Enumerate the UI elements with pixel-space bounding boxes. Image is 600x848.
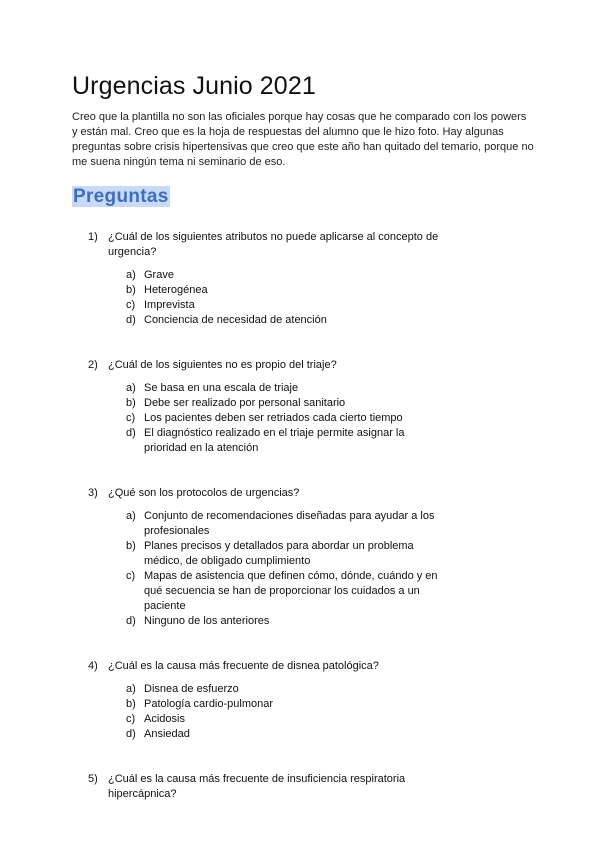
- option-letter: a): [126, 510, 136, 522]
- option-letter: d): [126, 314, 136, 326]
- section-heading: [72, 186, 170, 208]
- question-item: [88, 659, 468, 742]
- intro-paragraph: Creo que la plantilla no son las oficiales porque hay cosas que he comparado con los powers y están mal. Creo que es la hoja de respuestas del alumno que le hizo foto. Hay algunas preguntas sobre crisis hipertensivas que creo que este año han quitado del temario, porque no me suena ningún tema ni seminario de eso.: [72, 111, 534, 168]
- option-text: Ansiedad: [144, 728, 190, 740]
- section-heading-text: Preguntas: [73, 186, 169, 207]
- option-text: Heterogénea: [144, 284, 208, 296]
- option-text: Grave: [144, 269, 174, 281]
- option-letter: a): [126, 269, 136, 281]
- option-item: [88, 283, 444, 298]
- question-item: [88, 358, 468, 456]
- question-item: [88, 230, 468, 328]
- option-list: [88, 381, 468, 456]
- option-item: [88, 396, 444, 411]
- option-letter: c): [126, 299, 136, 311]
- option-letter: a): [126, 683, 136, 695]
- option-item: [88, 509, 444, 539]
- option-letter: c): [126, 713, 136, 725]
- option-text: Acidosis: [144, 713, 185, 725]
- question-text: ¿Cuál de los siguientes atributos no puede aplicarse al concepto de urgencia?: [108, 231, 439, 258]
- document-title: Urgencias Junio 2021: [72, 72, 316, 100]
- option-item: [88, 298, 444, 313]
- option-item: [88, 712, 444, 727]
- option-item: [88, 569, 444, 614]
- option-item: [88, 411, 444, 426]
- option-item: [88, 268, 444, 283]
- option-text: Disnea de esfuerzo: [144, 683, 239, 695]
- question-text: ¿Cuál es la causa más frecuente de disnea patológica?: [108, 660, 379, 672]
- option-text: Conjunto de recomendaciones diseñadas para ayudar a los profesionales: [144, 510, 435, 537]
- option-text: Los pacientes deben ser retriados cada cierto tiempo: [144, 412, 403, 424]
- option-letter: d): [126, 615, 136, 627]
- option-item: [88, 381, 444, 396]
- option-letter: d): [126, 728, 136, 740]
- question-number: 5): [88, 773, 98, 785]
- question-number: 3): [88, 487, 98, 499]
- option-text: Imprevista: [144, 299, 195, 311]
- option-item: [88, 614, 444, 629]
- option-list: [88, 682, 468, 742]
- option-list: [88, 268, 468, 328]
- question-item: [88, 772, 468, 802]
- option-letter: b): [126, 397, 136, 409]
- option-letter: a): [126, 382, 136, 394]
- option-text: El diagnóstico realizado en el triaje permite asignar la prioridad en la atención: [144, 427, 405, 454]
- option-list: [88, 509, 468, 629]
- option-item: [88, 426, 444, 456]
- option-letter: b): [126, 284, 136, 296]
- question-number: 2): [88, 359, 98, 371]
- option-item: [88, 697, 444, 712]
- option-item: [88, 313, 444, 328]
- option-letter: c): [126, 412, 136, 424]
- option-text: Ninguno de los anteriores: [144, 615, 270, 627]
- option-item: [88, 539, 444, 569]
- option-text: Planes precisos y detallados para abordar un problema médico, de obligado cumplimiento: [144, 540, 414, 567]
- option-letter: c): [126, 570, 136, 582]
- option-letter: b): [126, 540, 136, 552]
- question-text: ¿Qué son los protocolos de urgencias?: [108, 487, 300, 499]
- question-text: ¿Cuál es la causa más frecuente de insuficiencia respiratoria hipercápnica?: [108, 773, 406, 800]
- option-item: [88, 727, 444, 742]
- option-text: Conciencia de necesidad de atención: [144, 314, 327, 326]
- question-number: 4): [88, 660, 98, 672]
- option-text: Patología cardio-pulmonar: [144, 698, 274, 710]
- option-text: Debe ser realizado por personal sanitario: [144, 397, 346, 409]
- option-item: [88, 682, 444, 697]
- question-text: ¿Cuál de los siguientes no es propio del triaje?: [108, 359, 337, 371]
- question-number: 1): [88, 231, 98, 243]
- option-text: Mapas de asistencia que definen cómo, dónde, cuándo y en qué secuencia se han de proporcionar los cuidados a un paciente: [144, 570, 438, 612]
- question-list: [88, 230, 468, 832]
- option-text: Se basa en una escala de triaje: [144, 382, 299, 394]
- question-item: [88, 486, 468, 629]
- option-letter: d): [126, 427, 136, 439]
- option-letter: b): [126, 698, 136, 710]
